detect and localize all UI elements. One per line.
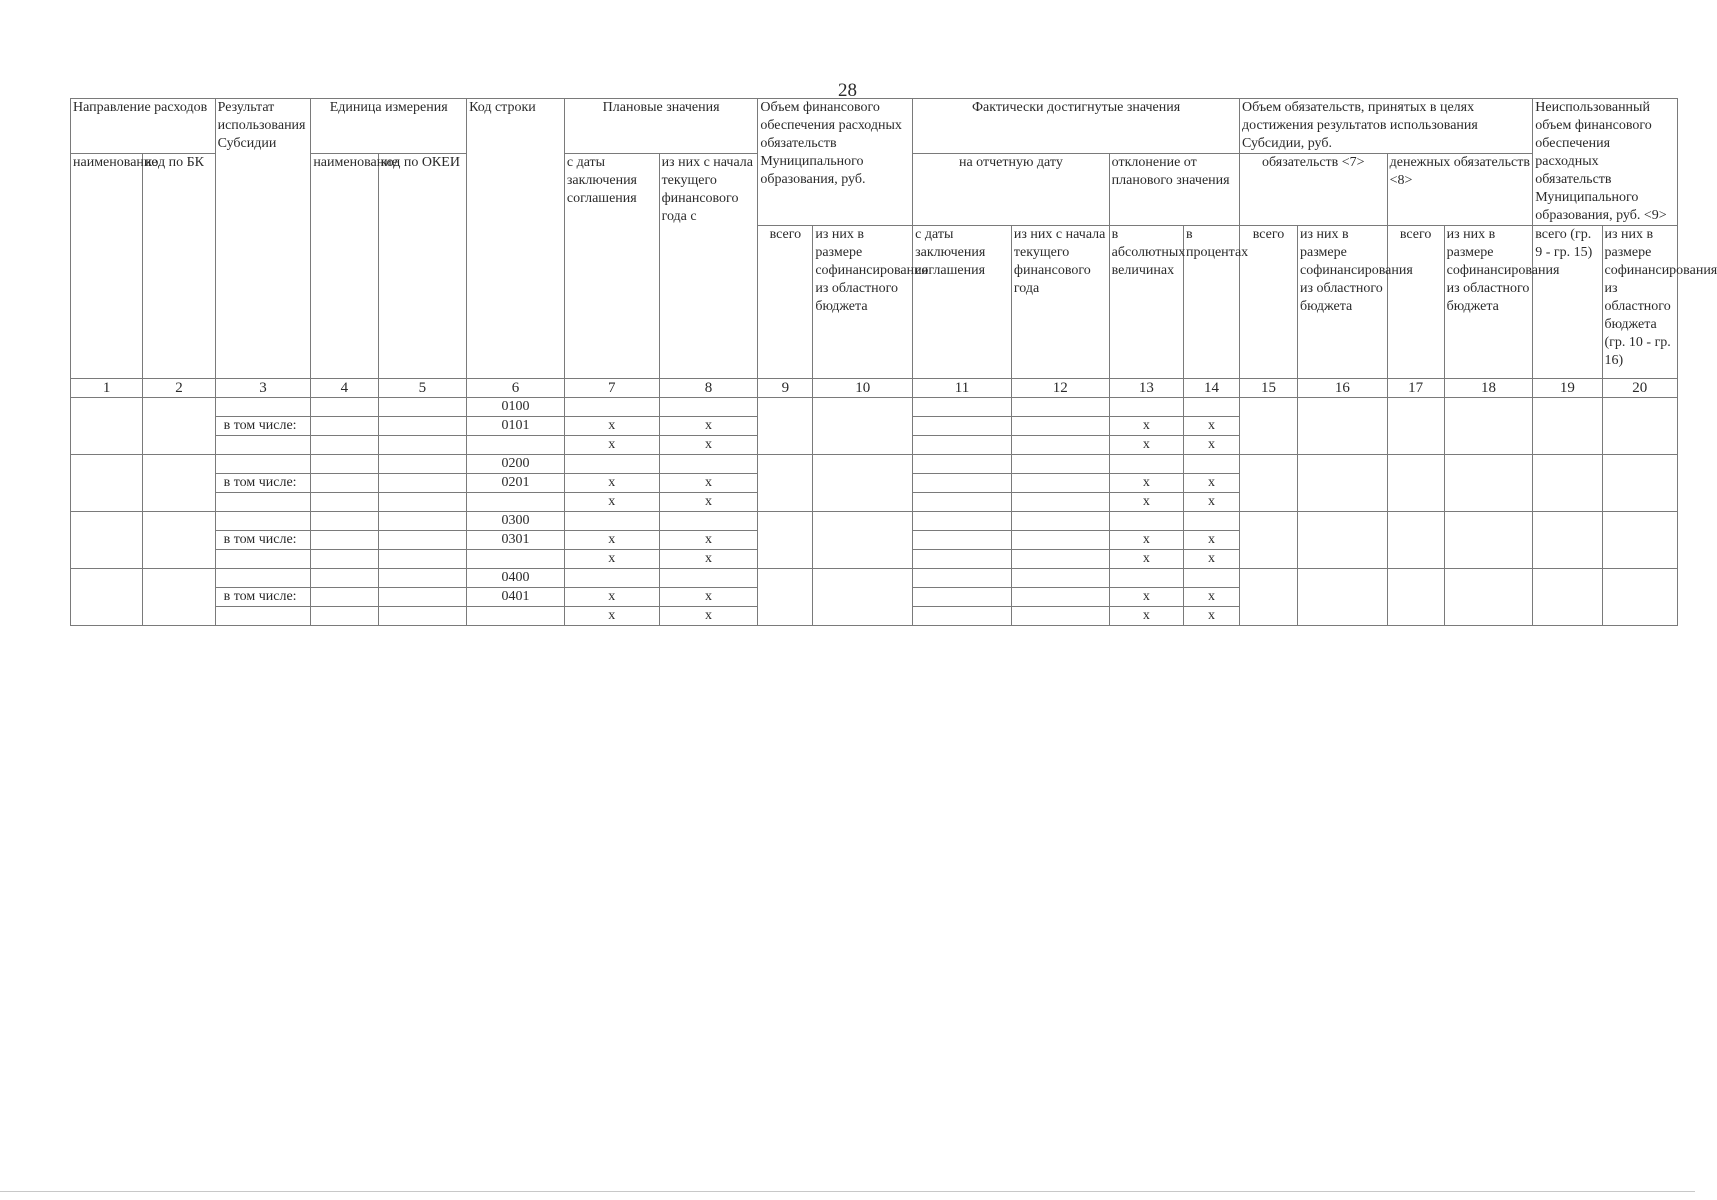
table-row <box>71 455 1678 474</box>
x-mark: x <box>1109 550 1183 569</box>
cell-col-20 <box>1602 569 1678 626</box>
cell-col-14 <box>1183 455 1239 474</box>
header-edinica: Единица измерения <box>311 99 467 154</box>
cell-col-5 <box>378 417 467 436</box>
cell-col-5 <box>378 398 467 417</box>
cell-naimenovanie <box>71 398 143 455</box>
cell-col-10 <box>813 455 913 512</box>
header-row-1 <box>71 99 1678 154</box>
header-obem-fin: Объем финансового обеспечения расходных обязательств Муниципального образования, руб. <box>758 99 913 226</box>
x-mark: x <box>659 436 758 455</box>
cell-col-5 <box>378 474 467 493</box>
table-row <box>71 398 1678 417</box>
cell-col-4 <box>311 550 378 569</box>
table-row <box>71 512 1678 531</box>
cell-col-14 <box>1183 398 1239 417</box>
cell-col-5 <box>378 531 467 550</box>
row-code: 0201 <box>467 474 565 493</box>
column-number: 19 <box>1533 379 1602 398</box>
cell-col-4 <box>311 474 378 493</box>
x-mark: x <box>564 436 659 455</box>
x-mark: x <box>659 493 758 512</box>
header-neispolz: Неиспользованный объем финансового обеспечения расходных обязательств Муниципального образования, руб. <9> <box>1533 99 1678 226</box>
cell-col-7 <box>564 512 659 531</box>
cell-col-12 <box>1011 607 1109 626</box>
cell-col-13 <box>1109 569 1183 588</box>
cell-col-13 <box>1109 512 1183 531</box>
cell-col-7 <box>564 398 659 417</box>
cell-col-17 <box>1387 398 1444 455</box>
header-obem-obyaz: Объем обязательств, принятых в целях достижения результатов использования Субсидии, руб. <box>1239 99 1532 154</box>
cell-col-5 <box>378 512 467 531</box>
cell-kod-bk <box>143 512 215 569</box>
header-plan-iz-nih: из них с начала текущего финансового года с <box>659 154 758 379</box>
cell-col-8 <box>659 569 758 588</box>
cell-col-4 <box>311 531 378 550</box>
cell-col-15 <box>1239 398 1297 455</box>
cell-col-12 <box>1011 512 1109 531</box>
row-label <box>215 455 311 474</box>
x-mark: x <box>659 550 758 569</box>
cell-col-11 <box>913 588 1012 607</box>
x-mark: x <box>1183 588 1239 607</box>
row-code: 0401 <box>467 588 565 607</box>
row-code: 0301 <box>467 531 565 550</box>
header-edinica-naim: наименование <box>311 154 378 379</box>
cell-col-15 <box>1239 455 1297 512</box>
x-mark: x <box>1109 436 1183 455</box>
column-number: 12 <box>1011 379 1109 398</box>
x-mark: x <box>1183 417 1239 436</box>
row-code: 0101 <box>467 417 565 436</box>
column-number: 20 <box>1602 379 1678 398</box>
cell-col-5 <box>378 588 467 607</box>
x-mark: x <box>1183 474 1239 493</box>
cell-col-4 <box>311 436 378 455</box>
cell-col-11 <box>913 531 1012 550</box>
header-vsego-17: всего <box>1387 226 1444 379</box>
cell-col-12 <box>1011 474 1109 493</box>
header-otklonenie: отклонение от планового значения <box>1109 154 1239 226</box>
cell-col-12 <box>1011 531 1109 550</box>
cell-col-10 <box>813 569 913 626</box>
x-mark: x <box>1109 474 1183 493</box>
column-number: 6 <box>467 379 565 398</box>
cell-col-19 <box>1533 569 1602 626</box>
row-code <box>467 550 565 569</box>
cell-col-18 <box>1444 398 1533 455</box>
cell-col-5 <box>378 569 467 588</box>
header-fakt-iz-nih: из них с начала текущего финансового года <box>1011 226 1109 379</box>
column-number: 15 <box>1239 379 1297 398</box>
cell-col-18 <box>1444 569 1533 626</box>
header-v-absol: в абсолютных величинах <box>1109 226 1183 379</box>
header-fakt-s-daty: с даты заключения соглашения <box>913 226 1012 379</box>
x-mark: x <box>564 550 659 569</box>
cell-col-10 <box>813 512 913 569</box>
header-denezhnyh: денежных обязательств <8> <box>1387 154 1533 226</box>
cell-col-11 <box>913 569 1012 588</box>
x-mark: x <box>659 607 758 626</box>
cell-col-4 <box>311 493 378 512</box>
cell-col-11 <box>913 455 1012 474</box>
x-mark: x <box>1109 588 1183 607</box>
x-mark: x <box>564 493 659 512</box>
cell-col-12 <box>1011 493 1109 512</box>
header-iz-nih-10: из них в размере софинансирования из областного бюджета <box>813 226 913 379</box>
x-mark: x <box>1109 493 1183 512</box>
cell-col-7 <box>564 455 659 474</box>
column-number: 18 <box>1444 379 1533 398</box>
column-number: 14 <box>1183 379 1239 398</box>
x-mark: x <box>564 531 659 550</box>
x-mark: x <box>659 531 758 550</box>
cell-col-5 <box>378 607 467 626</box>
cell-col-11 <box>913 607 1012 626</box>
header-iz-nih-16: из них в размере софинансирования из областного бюджета <box>1298 226 1388 379</box>
x-mark: x <box>1183 493 1239 512</box>
cell-col-11 <box>913 493 1012 512</box>
cell-col-8 <box>659 455 758 474</box>
cell-col-12 <box>1011 588 1109 607</box>
cell-col-20 <box>1602 512 1678 569</box>
column-number: 7 <box>564 379 659 398</box>
row-label: в том числе: <box>215 474 311 493</box>
cell-col-11 <box>913 512 1012 531</box>
cell-col-12 <box>1011 569 1109 588</box>
cell-col-5 <box>378 455 467 474</box>
header-planovye: Плановые значения <box>564 99 757 154</box>
cell-col-12 <box>1011 550 1109 569</box>
cell-col-4 <box>311 588 378 607</box>
column-number: 2 <box>143 379 215 398</box>
cell-col-4 <box>311 512 378 531</box>
column-number: 5 <box>378 379 467 398</box>
table-row <box>71 569 1678 588</box>
cell-col-9 <box>758 569 813 626</box>
row-label <box>215 569 311 588</box>
column-number: 1 <box>71 379 143 398</box>
x-mark: x <box>1109 607 1183 626</box>
x-mark: x <box>1109 531 1183 550</box>
x-mark: x <box>659 588 758 607</box>
row-code <box>467 436 565 455</box>
row-label <box>215 607 311 626</box>
cell-col-20 <box>1602 455 1678 512</box>
cell-col-13 <box>1109 455 1183 474</box>
cell-col-16 <box>1298 569 1388 626</box>
column-number: 17 <box>1387 379 1444 398</box>
cell-col-19 <box>1533 512 1602 569</box>
cell-col-11 <box>913 550 1012 569</box>
row-label <box>215 550 311 569</box>
x-mark: x <box>659 474 758 493</box>
cell-col-17 <box>1387 455 1444 512</box>
cell-col-11 <box>913 398 1012 417</box>
header-kod-bk: код по БК <box>143 154 215 379</box>
cell-col-11 <box>913 436 1012 455</box>
row-label: в том числе: <box>215 531 311 550</box>
header-iz-nih-20: из них в размере софинансирования из областного бюджета (гр. 10 - гр. 16) <box>1602 226 1678 379</box>
row-label <box>215 512 311 531</box>
row-code <box>467 607 565 626</box>
header-iz-nih-18: из них в размере софинансирования из областного бюджета <box>1444 226 1533 379</box>
cell-col-15 <box>1239 569 1297 626</box>
column-number: 4 <box>311 379 378 398</box>
cell-col-5 <box>378 436 467 455</box>
cell-col-15 <box>1239 512 1297 569</box>
cell-col-13 <box>1109 398 1183 417</box>
x-mark: x <box>564 474 659 493</box>
header-vsego-15: всего <box>1239 226 1297 379</box>
row-label <box>215 436 311 455</box>
cell-col-14 <box>1183 569 1239 588</box>
row-label: в том числе: <box>215 417 311 436</box>
cell-col-20 <box>1602 398 1678 455</box>
row-code: 0300 <box>467 512 565 531</box>
row-code: 0400 <box>467 569 565 588</box>
cell-col-12 <box>1011 436 1109 455</box>
column-number: 8 <box>659 379 758 398</box>
cell-col-9 <box>758 512 813 569</box>
column-number-row <box>71 379 1678 398</box>
row-label: в том числе: <box>215 588 311 607</box>
x-mark: x <box>659 417 758 436</box>
cell-col-19 <box>1533 455 1602 512</box>
column-number: 9 <box>758 379 813 398</box>
cell-col-18 <box>1444 455 1533 512</box>
header-vsego-9: всего <box>758 226 813 379</box>
header-rezultat: Результат использования Субсидии <box>215 99 311 379</box>
header-na-otch-datu: на отчетную дату <box>913 154 1110 226</box>
header-kod-stroki: Код строки <box>467 99 565 379</box>
header-okei: код по ОКЕИ <box>378 154 467 379</box>
cell-col-4 <box>311 607 378 626</box>
header-obyazatelstv: обязательств <7> <box>1239 154 1387 226</box>
column-number: 13 <box>1109 379 1183 398</box>
x-mark: x <box>1183 607 1239 626</box>
row-label <box>215 398 311 417</box>
cell-col-9 <box>758 398 813 455</box>
cell-naimenovanie <box>71 512 143 569</box>
cell-col-17 <box>1387 512 1444 569</box>
x-mark: x <box>564 588 659 607</box>
page-bottom-rule <box>0 1191 1695 1192</box>
column-number: 11 <box>913 379 1012 398</box>
row-code: 0200 <box>467 455 565 474</box>
cell-col-4 <box>311 417 378 436</box>
cell-col-9 <box>758 455 813 512</box>
cell-col-17 <box>1387 569 1444 626</box>
header-vsego-19: всего (гр. 9 - гр. 15) <box>1533 226 1602 379</box>
header-v-procent: в процентах <box>1183 226 1239 379</box>
cell-col-16 <box>1298 398 1388 455</box>
header-fakt: Фактически достигнутые значения <box>913 99 1240 154</box>
page-number: 28 <box>838 80 857 101</box>
cell-col-16 <box>1298 455 1388 512</box>
cell-kod-bk <box>143 569 215 626</box>
table-body <box>71 398 1678 626</box>
x-mark: x <box>1183 550 1239 569</box>
column-number: 10 <box>813 379 913 398</box>
x-mark: x <box>1109 417 1183 436</box>
cell-col-14 <box>1183 512 1239 531</box>
x-mark: x <box>1183 436 1239 455</box>
cell-kod-bk <box>143 455 215 512</box>
subsidy-report-table <box>70 98 1717 626</box>
cell-col-16 <box>1298 512 1388 569</box>
header-naimenovanie: наименование <box>71 154 143 379</box>
cell-col-19 <box>1533 398 1602 455</box>
row-label <box>215 493 311 512</box>
cell-col-11 <box>913 417 1012 436</box>
cell-col-8 <box>659 398 758 417</box>
cell-col-7 <box>564 569 659 588</box>
cell-col-18 <box>1444 512 1533 569</box>
cell-col-12 <box>1011 398 1109 417</box>
column-number: 16 <box>1298 379 1388 398</box>
cell-col-4 <box>311 569 378 588</box>
x-mark: x <box>564 607 659 626</box>
cell-col-4 <box>311 398 378 417</box>
row-code <box>467 493 565 512</box>
column-number: 3 <box>215 379 311 398</box>
cell-col-12 <box>1011 417 1109 436</box>
cell-col-5 <box>378 550 467 569</box>
cell-col-8 <box>659 512 758 531</box>
cell-naimenovanie <box>71 455 143 512</box>
cell-col-4 <box>311 455 378 474</box>
row-code: 0100 <box>467 398 565 417</box>
cell-naimenovanie <box>71 569 143 626</box>
x-mark: x <box>1183 531 1239 550</box>
header-plan-s-daty: с даты заключения соглашения <box>564 154 659 379</box>
x-mark: x <box>564 417 659 436</box>
cell-col-10 <box>813 398 913 455</box>
cell-col-5 <box>378 493 467 512</box>
cell-col-12 <box>1011 455 1109 474</box>
cell-kod-bk <box>143 398 215 455</box>
cell-col-11 <box>913 474 1012 493</box>
header-napravlenie: Направление расходов <box>71 99 216 154</box>
